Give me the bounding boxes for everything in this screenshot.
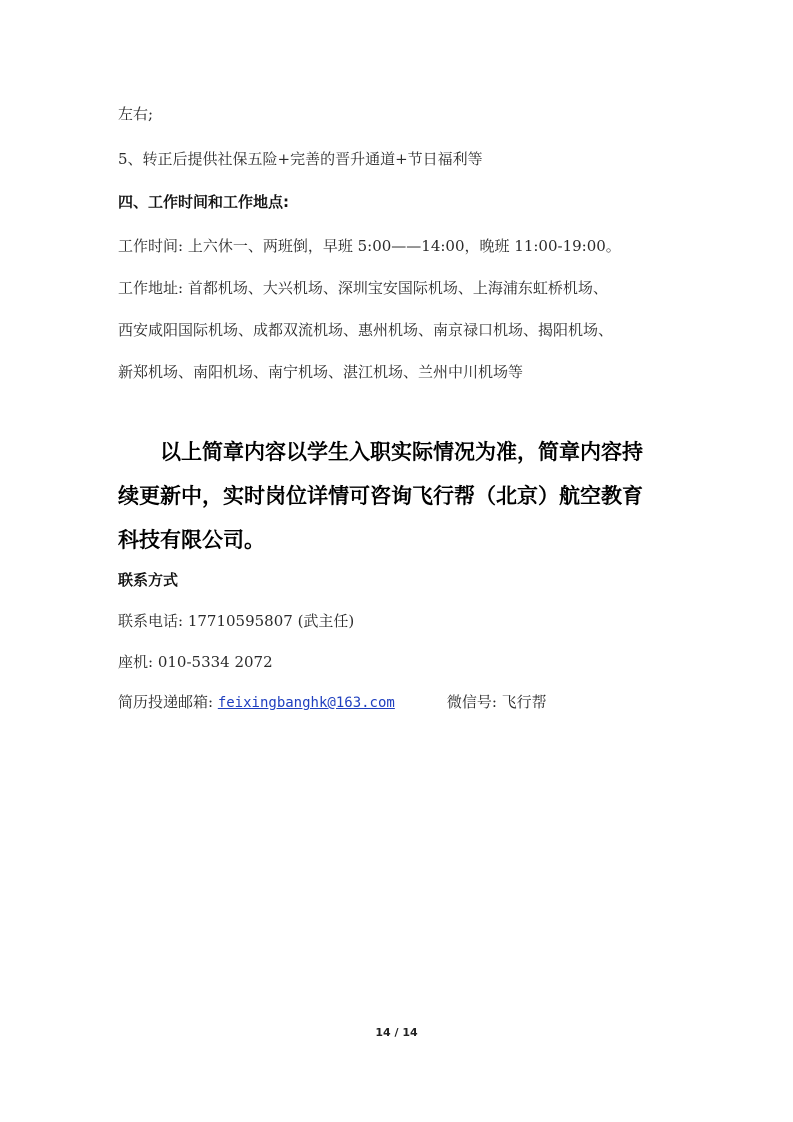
wechat-id: 微信号: 飞行帮 [446, 693, 547, 711]
page-number: 14 / 14 [375, 1026, 418, 1039]
notice-line-2: 续更新中，实时岗位详情可咨询飞行帮（北京）航空教育 [118, 484, 643, 508]
notice-paragraph [118, 430, 678, 562]
work-place-line-3: 新郑机场、南阳机场、南宁机场、湛江机场、兰州中川机场等 [118, 363, 524, 381]
contact-phone: 联系电话: 17710595807 (武主任) [118, 612, 355, 630]
email-label: 简历投递邮箱: [118, 693, 218, 711]
section-heading-work-time-place: 四、工作时间和工作地点: [118, 193, 289, 211]
work-place-line-1: 工作地址: 首都机场、大兴机场、深圳宝安国际机场、上海浦东虹桥机场、 [118, 279, 608, 297]
contact-landline: 座机: 010-5334 2072 [118, 653, 273, 671]
contact-heading: 联系方式 [118, 571, 179, 589]
benefits-continuation: 左右; [118, 105, 154, 123]
work-time-text: 工作时间: 上六休一、两班倒，早班 5:00——14:00，晚班 11:00-19:00。 [118, 237, 621, 255]
notice-line-3: 科技有限公司。 [118, 528, 265, 552]
work-place-line-2: 西安咸阳国际机场、成都双流机场、惠州机场、南京禄口机场、揭阳机场、 [118, 321, 614, 339]
notice-line-1: 以上简章内容以学生入职实际情况为准，简章内容持 [160, 440, 643, 464]
email-link[interactable]: feixingbanghk@163.com [217, 695, 395, 711]
benefit-item-5: 5、转正后提供社保五险+完善的晋升通道+节日福利等 [118, 150, 483, 168]
contact-email-row [118, 692, 547, 713]
